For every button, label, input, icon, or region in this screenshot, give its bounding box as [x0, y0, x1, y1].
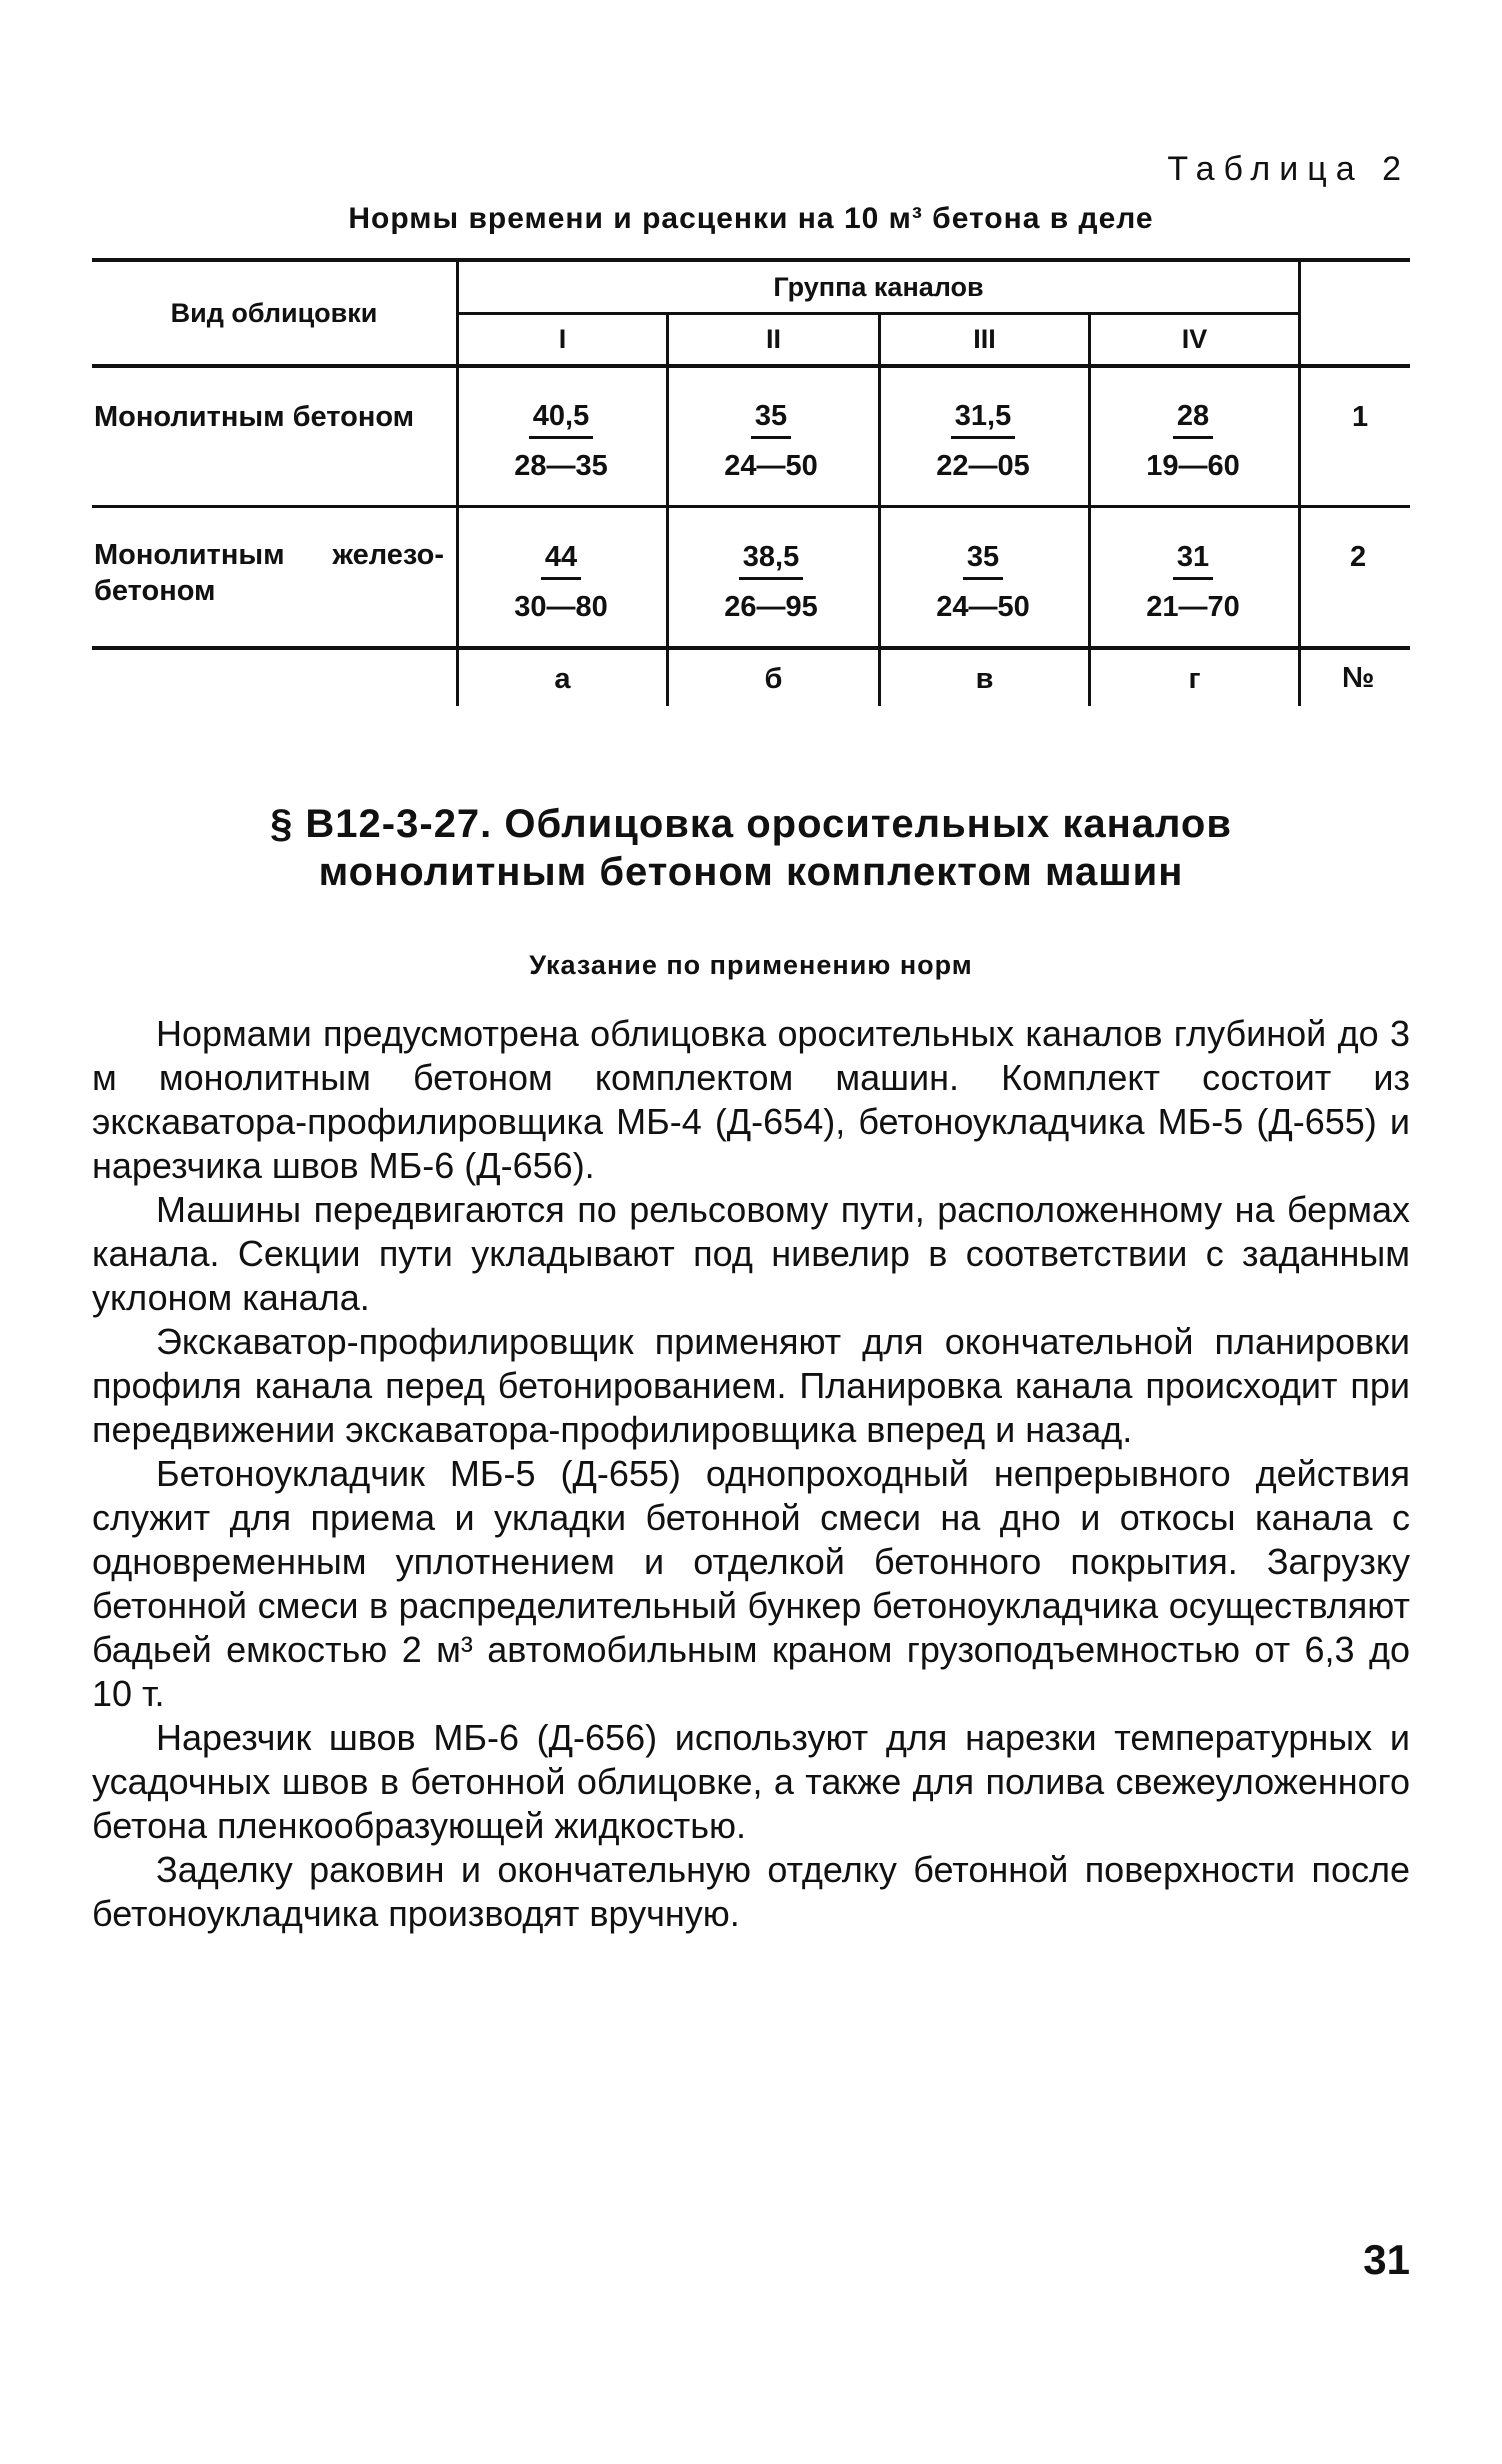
row-1-number: 1: [1352, 401, 1369, 433]
rate-value: 24—50: [936, 591, 1030, 623]
column-divider: [1298, 258, 1301, 648]
group-col-1: I: [558, 324, 567, 354]
row-1-name: Монолитным бетоном: [94, 401, 415, 433]
row-2-cell-a: [459, 537, 663, 624]
page-number: 31: [1363, 2236, 1410, 2283]
norm-value: 40,5: [529, 396, 593, 439]
norm-value: 31: [1173, 537, 1213, 580]
group-col-4: IV: [1181, 324, 1208, 354]
header-group: Группа каналов: [773, 271, 984, 302]
row-1-cell-b: [669, 396, 873, 483]
table-caption: Нормы времени и расценки на 10 м³ бетона в деле: [348, 202, 1154, 235]
section-subtitle: Указание по применению норм: [529, 950, 973, 980]
group-col-2: II: [765, 324, 781, 354]
row-1-cell-a: [459, 396, 663, 483]
row-2-name: [94, 537, 444, 609]
table-label: Таблица 2: [1167, 150, 1410, 188]
norm-value: 35: [751, 396, 791, 439]
paragraph: Бетоноукладчик МБ-5 (Д-655) однопроходный непрерывного действия служит для приема и укладки бетонной смеси на дно и откосы канала с одновременным уплотнением и отделкой бетонного покрытия. Загрузку бетонной смеси в распределительный бункер бетоноукладчика осуществляют бадьей емкостью 2 м³ автомобильным краном грузоподъемностью от 6,3 до 10 т.: [92, 1453, 1410, 1714]
row-1-cell-v: [881, 396, 1085, 483]
header-kind: Вид облицовки: [170, 297, 378, 328]
norm-value: 44: [541, 537, 581, 580]
row-2-number: 2: [1350, 541, 1367, 573]
col-letter-g: г: [1188, 662, 1201, 695]
rate-value: 26—95: [724, 591, 818, 623]
paragraph: Заделку раковин и окончательную отделку бетонной поверхности после бетоноукладчика производят вручную.: [92, 1849, 1410, 1934]
col-letter-b: б: [764, 662, 783, 695]
column-tick: [1298, 650, 1301, 706]
paragraph: Экскаватор-профилировщик применяют для окончательной планировки профиля канала перед бетонированием. Планировка канала происходит при передвижении экскаватора-профилировщика вперед и назад.: [92, 1321, 1410, 1450]
row-2-name-line-1: Монолитным железо-: [94, 539, 444, 571]
row-2-cell-b: [669, 537, 873, 624]
section-title: [0, 800, 1502, 896]
norm-value: 28: [1173, 396, 1213, 439]
group-col-3: III: [973, 324, 996, 354]
rate-value: 22—05: [936, 450, 1030, 482]
row-2-cell-g: [1091, 537, 1295, 624]
col-letter-a: а: [554, 662, 571, 695]
norm-value: 31,5: [951, 396, 1015, 439]
rate-value: 28—35: [514, 450, 608, 482]
table-bottom-rule: [92, 646, 1410, 650]
paragraph: Нарезчик швов МБ-6 (Д-656) используют для нарезки температурных и усадочных швов в бетонной облицовке, а также для полива свежеуложенного бетона пленкообразующей жидкостью.: [92, 1717, 1410, 1846]
paragraph: Машины передвигаются по рельсовому пути, расположенному на бермах канала. Секции пути укладывают под нивелир в соответствии с заданным уклоном канала.: [92, 1189, 1410, 1318]
rate-value: 24—50: [724, 450, 818, 482]
row-2-name-line-2: бетоном: [94, 575, 216, 607]
row-2-cell-v: [881, 537, 1085, 624]
col-letter-v: в: [975, 662, 994, 695]
row-separator: [92, 505, 1410, 508]
header-bottom-rule: [92, 364, 1410, 368]
norm-value: 35: [963, 537, 1003, 580]
rate-value: 21—70: [1146, 591, 1240, 623]
section-title-line-1: § В12-3-27. Облицовка оросительных каналов: [270, 802, 1232, 846]
rate-value: 30—80: [514, 591, 608, 623]
section-title-line-2: монолитным бетоном комплектом машин: [318, 850, 1184, 894]
row-1-cell-g: [1091, 396, 1295, 483]
number-label: №: [1342, 662, 1375, 694]
rate-value: 19—60: [1146, 450, 1240, 482]
norm-value: 38,5: [739, 537, 803, 580]
paragraph: Нормами предусмотрена облицовка оросительных каналов глубиной до 3 м монолитным бетоном комплектом машин. Комплект состоит из экскаватора-профилировщика МБ-4 (Д-654), бетоноукладчика МБ-5 (Д-655) и нарезчика швов МБ-6 (Д-656).: [92, 1013, 1410, 1186]
body-text: [92, 1012, 1410, 1936]
